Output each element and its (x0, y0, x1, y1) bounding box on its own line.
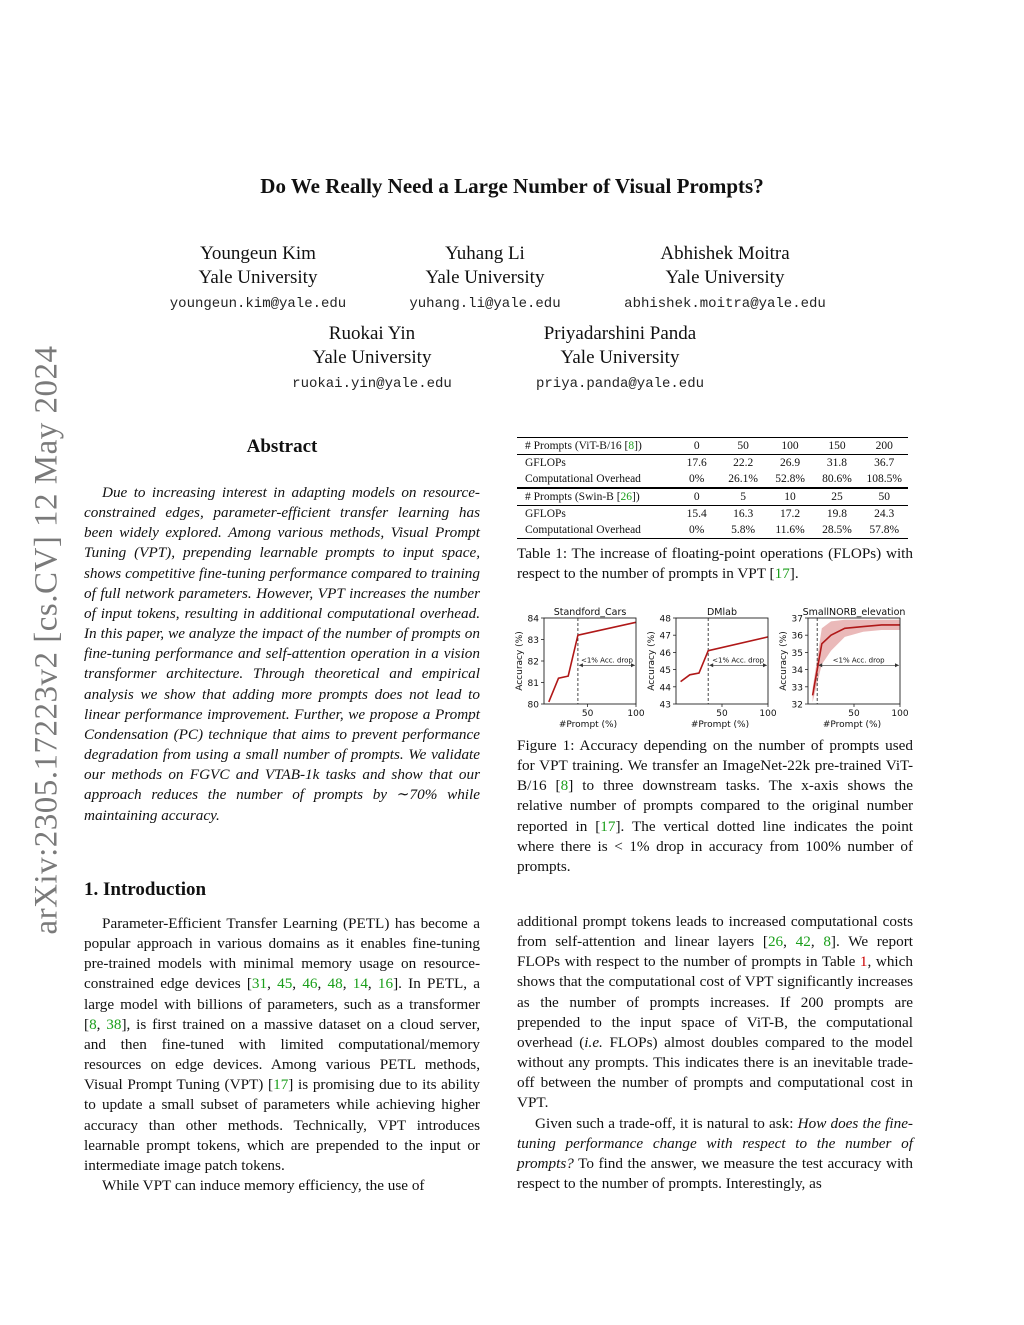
author-block (595, 242, 855, 312)
chart-title: DMlab (706, 607, 738, 618)
x-tick-label: 50 (716, 709, 728, 719)
table-cell: 16.3 (720, 506, 767, 523)
intro-heading: 1. Introduction (84, 879, 207, 900)
chart-panel (779, 607, 909, 730)
table-cell: 28.5% (814, 522, 861, 539)
y-tick-label: 34 (791, 666, 803, 677)
y-tick-label: 82 (527, 657, 539, 668)
table-cell: 108.5% (866, 473, 902, 485)
author-affiliation: Yale University (198, 267, 318, 288)
y-tick-label: 36 (791, 631, 803, 642)
x-tick-label: 50 (848, 709, 860, 719)
table-cell: 15.4 (674, 506, 720, 523)
table-cell: GFLOPs (517, 506, 674, 523)
citation-link[interactable]: 48 (327, 975, 343, 993)
table-cell: 22.2 (720, 455, 767, 472)
citation-link[interactable]: 8 (628, 440, 635, 452)
y-tick-label: 37 (791, 614, 803, 625)
table-1 (517, 437, 908, 539)
author-block (355, 242, 615, 312)
y-axis-label: Accuracy (%) (515, 631, 525, 691)
y-tick-label: 44 (659, 683, 671, 694)
figure-1-charts (512, 604, 912, 730)
table-cell: 10 (767, 488, 814, 506)
table-reference-link[interactable]: 1 (859, 953, 868, 971)
table-cell: 17.2 (767, 506, 814, 523)
y-tick-label: 84 (527, 614, 539, 625)
citation-link[interactable]: 17 (273, 1076, 289, 1094)
table-cell: 150 (814, 438, 861, 455)
table-header-cell: # Prompts (Swin-B [26]) (517, 488, 674, 506)
table-cell: 36.7 (860, 455, 908, 472)
table-cell: 24.3 (860, 506, 908, 523)
intro-paragraph-1: Parameter-Efficient Transfer Learning (PETL) has become a popular approach in various domains as it enables fine-tuning pre-trained models with minimal memory usage on resource-constrained edge devices [31, 45, 46, 48, 14, 16]. In PETL, a large model with billions of parameters, such as a transformer [8, 38], is first trained on a massive dataset on a cloud server, and then fine-tuned with limited computational/memory resources on edge devices. Among various PETL methods, Visual Prompt Tuning (VPT) [17] is promising due to its ability to update a small subset of parameters while achieving higher accuracy than other methods. Technically, VPT introduces learnable prompt tokens, which are prepended to the input or intermediate image patch tokens. (84, 915, 481, 1174)
citation-link[interactable]: 38 (106, 1015, 122, 1033)
author-name: Ruokai Yin (328, 323, 416, 344)
table-cell: 0 (674, 438, 720, 455)
y-axis-label: Accuracy (%) (647, 631, 657, 691)
intro-paragraph-4: Given such a trade-off, it is natural to ask: How does the fine-tuning performance change with respect to the number of prompts? To find the answer, we measure the test accuracy with respect to the number of prompts. Interestingly, as (517, 1114, 913, 1193)
table-row (517, 522, 908, 539)
x-axis-label: #Prompt (%) (822, 720, 882, 730)
y-tick-label: 81 (527, 679, 539, 689)
flops-table (517, 437, 908, 539)
citation-link[interactable]: 8 (89, 1015, 97, 1033)
table-row (517, 471, 908, 488)
table-cell: 50 (860, 488, 908, 506)
table-cell: 31.8 (814, 455, 861, 472)
table-cell: 11.6% (767, 522, 814, 539)
author-email[interactable]: yuhang.li@yale.edu (409, 296, 561, 312)
y-tick-label: 33 (791, 683, 803, 694)
y-tick-label: 32 (791, 700, 803, 711)
x-tick-label: 100 (627, 709, 645, 719)
annotation-label: <1% Acc. drop (580, 656, 633, 665)
table-row (517, 506, 908, 523)
table-cell: 26.1% (728, 473, 758, 485)
table-cell: Computational Overhead (517, 522, 674, 539)
citation-link[interactable]: 31 (251, 975, 268, 993)
citation-link[interactable]: 17 (774, 565, 790, 583)
y-tick-label: 80 (527, 700, 539, 711)
chart-title: SmallNORB_elevation (802, 607, 906, 618)
annotation-label: <1% Acc. drop (832, 656, 885, 665)
paper-title: Do We Really Need a Large Number of Visual Prompts? (260, 174, 764, 198)
author-name: Abhishek Moitra (660, 243, 790, 264)
arrow-head-right (895, 663, 899, 667)
y-tick-label: 45 (659, 666, 671, 677)
x-tick-label: 100 (891, 709, 909, 719)
citation-link[interactable]: 42 (795, 933, 811, 951)
x-axis-label: #Prompt (%) (690, 720, 750, 730)
table-cell: 19.8 (814, 506, 861, 523)
table-row (517, 438, 908, 455)
table-header-cell: # Prompts (ViT-B/16 [8]) (517, 438, 674, 455)
table-cell: GFLOPs (517, 455, 674, 472)
author-affiliation: Yale University (665, 267, 785, 288)
table-row (517, 455, 908, 472)
author-email[interactable]: priya.panda@yale.edu (535, 376, 705, 392)
table-cell: 50 (720, 438, 767, 455)
x-axis-label: #Prompt (%) (558, 720, 618, 730)
citation-link[interactable]: 14 (352, 975, 368, 993)
table-cell: 0% (689, 473, 705, 485)
table-row (517, 488, 908, 506)
y-tick-label: 47 (659, 631, 671, 642)
author-block (490, 322, 750, 392)
citation-link[interactable]: 8 (823, 933, 831, 951)
citation-link[interactable]: 16 (377, 975, 394, 993)
abstract-heading: Abstract (246, 436, 318, 457)
table-cell: 0 (674, 488, 720, 506)
chart-title: Standford_Cars (553, 607, 627, 618)
citation-link[interactable]: 45 (277, 975, 293, 993)
table-cell: 26.9 (767, 455, 814, 472)
intro-left-column (84, 914, 480, 1196)
y-tick-label: 43 (659, 700, 671, 711)
intro-paragraph-2: While VPT can induce memory efficiency, the use of (102, 1177, 425, 1195)
table-cell: 5.8% (720, 522, 767, 539)
table-cell: 200 (860, 438, 908, 455)
author-affiliation: Yale University (560, 347, 680, 368)
citation-link[interactable]: 26 (620, 491, 633, 503)
x-tick-label: 50 (581, 709, 594, 719)
table-cell: 0% (674, 522, 720, 539)
table-cell: 80.6% (822, 473, 852, 485)
citation-link[interactable]: 8 (560, 777, 569, 795)
author-block (242, 322, 502, 392)
abstract-text (84, 483, 480, 826)
intro-paragraph-3: additional prompt tokens leads to increased computational costs from self-attention and linear layers [26, 42, 8]. We report FLOPs with respect to the number of prompts in Table 1, which shows that the computational cost of VPT significantly increases as the number of prompts increases. If 200 prompts are prepended to the input space of ViT-B, the computational overhead (i.e. FLOPs) almost doubles compared to the model without any prompts. This indicates there is an inevitable trade-off between the number of prompts and computational cost in VPT. (517, 913, 914, 1112)
table-cell: 17.6 (674, 455, 720, 472)
citation-link[interactable]: 26 (767, 933, 784, 951)
y-tick-label: 83 (527, 636, 539, 646)
y-axis-label: Accuracy (%) (779, 631, 789, 691)
annotation-label: <1% Acc. drop (712, 656, 765, 665)
table-cell: 25 (814, 488, 861, 506)
table-cell: Computational Overhead (525, 473, 641, 485)
citation-link[interactable]: 46 (302, 975, 318, 993)
table-cell: 5 (720, 488, 767, 506)
author-email[interactable]: youngeun.kim@yale.edu (169, 296, 347, 312)
author-email[interactable]: abhishek.moitra@yale.edu (624, 296, 826, 312)
citation-link[interactable]: 17 (600, 817, 616, 835)
arxiv-identifier[interactable]: arXiv:2305.17223v2 [cs.CV] 12 May 2024 (28, 345, 65, 935)
figure-1-caption: Figure 1: Accuracy depending on the number of prompts used for VPT training. We transfer an ImageNet-22k pre-trained ViT-B/16 [8] to three downstream tasks. The x-axis shows the relative number of prompts compared to the original number reported in [17]. The vertical dotted line indicates the point where there is < 1% drop in accuracy from 100% number of prompts. (517, 737, 914, 875)
author-name: Youngeun Kim (200, 243, 316, 264)
author-email[interactable]: ruokai.yin@yale.edu (292, 376, 452, 392)
y-tick-label: 46 (659, 648, 671, 659)
abstract-body: Due to increasing interest in adapting models on resource-constrained edges, parameter-efficient transfer learning has been widely explored. Among various methods, Visual Prompt Tuning (VPT), prepending learnable prompts to input space, shows competitive fine-tuning performance compared to training of full network parameters. However, VPT increases the number of input tokens, resulting in additional computational overhead. In this paper, we analyze the impact of the number of prompts on fine-tuning performance and self-attention operation in a vision transformer architecture. Through theoretical and empirical analysis we show that adding more prompts does not lead to linear performance improvement. Further, we propose a Prompt Condensation (PC) technique that aims to prevent performance degradation from using a small number of prompts. We validate our methods on FGVC and VTAB-1k tasks and show that our approach reduces the number of prompts by ∼70% while maintaining accuracy. (84, 484, 480, 824)
author-affiliation: Yale University (312, 347, 432, 368)
y-tick-label: 35 (791, 648, 803, 659)
intro-right-column (517, 912, 913, 1194)
y-tick-label: 48 (659, 614, 671, 625)
table-cell: 52.8% (775, 473, 805, 485)
table-cell: 57.8% (860, 522, 908, 539)
table-1-caption: Table 1: The increase of floating-point operations (FLOPs) with respect to the number of prompts in VPT [17]. (517, 545, 913, 583)
author-name: Priyadarshini Panda (543, 323, 697, 344)
table-cell: 100 (767, 438, 814, 455)
author-block (128, 242, 388, 312)
x-tick-label: 100 (759, 709, 777, 719)
chart-panel (647, 607, 777, 730)
author-affiliation: Yale University (425, 267, 545, 288)
author-name: Yuhang Li (445, 243, 525, 264)
chart-panel (515, 607, 645, 730)
